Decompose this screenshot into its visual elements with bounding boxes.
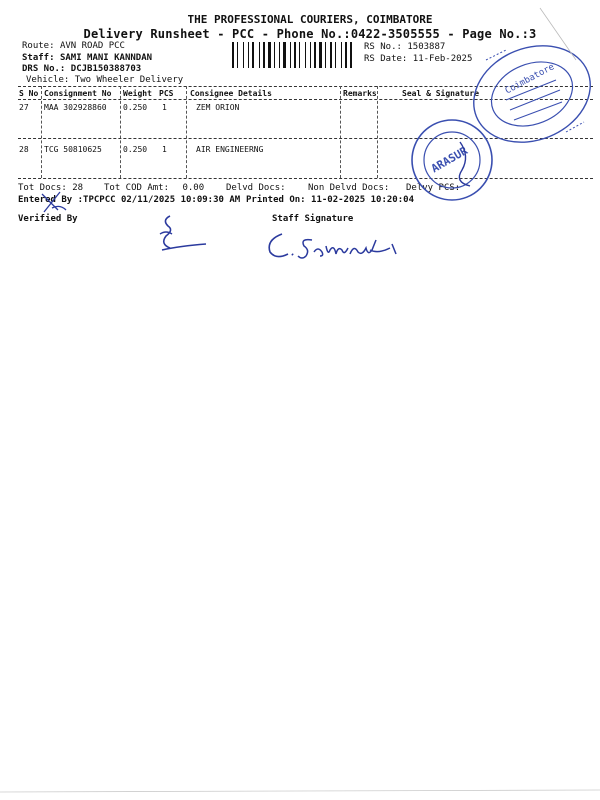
tot-docs-label: Tot Docs: (18, 183, 67, 193)
rs-no-value: 1503887 (407, 42, 446, 52)
row-consignment: MAA 302928860 (44, 103, 107, 112)
printed-label: Printed On: (246, 195, 306, 205)
row-weight: 0.250 (123, 103, 148, 112)
row-sno: 27 (19, 103, 29, 112)
col-remarks: Remarks (343, 89, 377, 98)
row-consignment: TCG 50810625 (44, 145, 102, 154)
tot-cod-value: 0.00 (182, 183, 205, 193)
col-consignment: Consignment No (44, 89, 112, 98)
route-value: AVN ROAD PCC (59, 41, 125, 51)
stamp-text: Coimbatore (503, 62, 557, 97)
row-pcs: 1 (162, 145, 167, 154)
staff-signature-label: Staff Signature (272, 214, 354, 224)
delvd-docs-label: Delvd Docs: (226, 183, 286, 193)
runsheet-subtitle: Delivery Runsheet - PCC - Phone No.:0422-3505555 - Page No.:3 (83, 27, 537, 41)
row-consignee: AIR ENGINEERNG (196, 145, 264, 154)
vehicle-label: Vehicle: (26, 75, 70, 85)
drs-value: DCJB150388703 (70, 64, 142, 74)
col-pcs: PCS (159, 89, 174, 98)
row-sno: 28 (19, 145, 29, 154)
stamp-round-text: ARASUR (428, 144, 470, 176)
non-delvd-docs-label: Non Delvd Docs: (308, 183, 390, 193)
route-label: Route: (22, 41, 55, 51)
staff-value: SAMI MANI KANNDAN (59, 53, 153, 63)
col-sno: S No (19, 89, 39, 98)
company-title: THE PROFESSIONAL COURIERS, COIMBATORE (187, 13, 433, 26)
vehicle-value: Two Wheeler Delivery (74, 75, 184, 85)
tot-cod-label: Tot COD Amt: (104, 183, 170, 193)
col-weight: Weight (123, 89, 152, 98)
delvy-pcs-label: Delvy PCS: (406, 183, 461, 193)
col-seal: Seal & Signature (402, 89, 480, 98)
verified-by-label: Verified By (18, 214, 78, 224)
entered-value: TPCPCC 02/11/2025 10:09:30 AM (83, 195, 241, 205)
row-consignee: ZEM ORION (196, 103, 240, 112)
col-consignee: Consignee Details (190, 89, 272, 98)
printed-value: 11-02-2025 10:20:04 (311, 195, 414, 205)
row-pcs: 1 (162, 103, 167, 112)
rs-date-value: 11-Feb-2025 (412, 54, 473, 64)
rs-no-label: RS No.: (364, 42, 402, 52)
tot-docs-value: 28 (72, 183, 84, 193)
drs-label: DRS No.: (22, 64, 66, 74)
row-weight: 0.250 (123, 145, 148, 154)
rs-date-label: RS Date: (364, 54, 408, 64)
staff-label: Staff: (22, 53, 55, 63)
entered-label: Entered By : (18, 195, 84, 205)
